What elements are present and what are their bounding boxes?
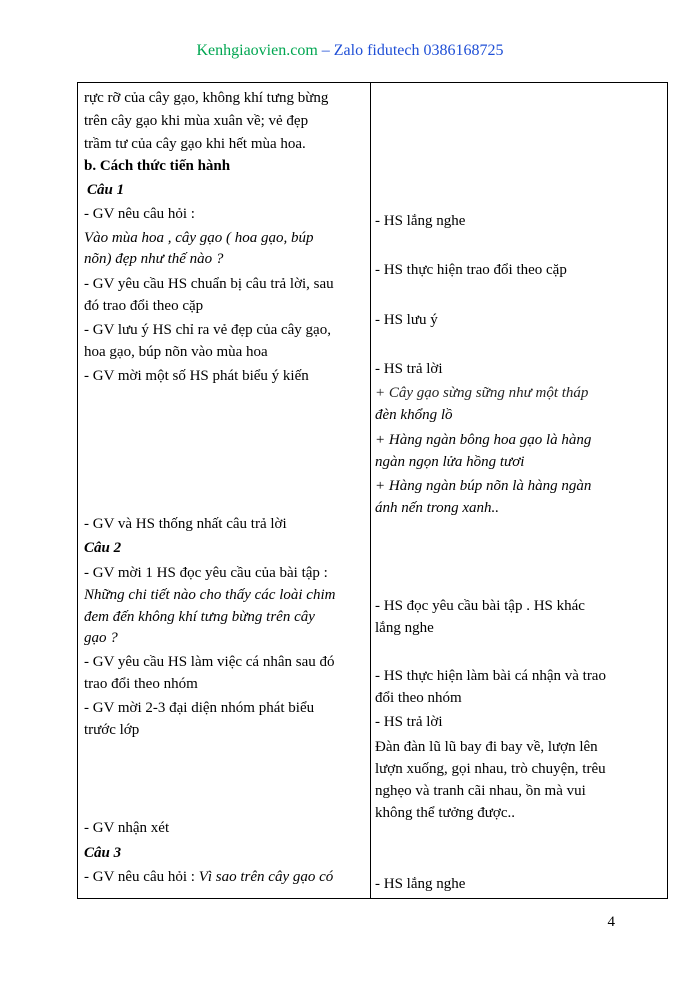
left-line: hoa gạo, búp nõn vào mùa hoa — [84, 344, 268, 360]
left-line: - GV mời 1 HS đọc yêu cầu của bài tập : — [84, 565, 328, 581]
question-text: Vì sao trên cây gạo có — [198, 869, 334, 885]
section-heading: b. Cách thức tiến hành — [84, 158, 231, 174]
left-line — [84, 866, 333, 888]
left-line: trầm tư của cây gạo khi hết mùa hoa. — [84, 136, 306, 152]
left-line: rực rỡ của cây gạo, không khí tưng bừng — [84, 90, 329, 106]
left-line: - GV mời 2-3 đại diện nhóm phát biểu — [84, 700, 315, 716]
left-line: trước lớp — [84, 722, 140, 738]
left-line: - GV nhận xét — [84, 820, 170, 836]
answer-text: + Cây gạo sừng sững như một tháp — [375, 385, 589, 401]
left-line: - GV yêu cầu HS làm việc cá nhân sau đó — [84, 654, 335, 670]
right-line: - HS thực hiện trao đổi theo cặp — [375, 262, 567, 278]
right-line: - HS đọc yêu cầu bài tập . HS khác — [375, 598, 585, 614]
column-divider — [370, 82, 371, 899]
answer-text: không thể tưởng được.. — [375, 805, 516, 821]
left-line: đó trao đổi theo cặp — [84, 298, 204, 314]
right-line: - HS lắng nghe — [375, 876, 466, 892]
question-3-heading: Câu 3 — [84, 845, 122, 861]
left-line: - GV mời một số HS phát biểu ý kiến — [84, 368, 309, 384]
question-text: gạo ? — [84, 630, 118, 646]
question-prefix: - GV nêu câu hỏi : — [84, 869, 199, 885]
right-line: lắng nghe — [375, 620, 434, 636]
left-line: - GV nêu câu hỏi : — [84, 206, 195, 222]
page-header — [0, 42, 700, 60]
answer-text: ngàn ngọn lửa hồng tươi — [375, 454, 525, 470]
question-2-heading: Câu 2 — [84, 540, 122, 556]
right-line: - HS thực hiện làm bài cá nhận và trao — [375, 668, 606, 684]
right-line: - HS trả lời — [375, 714, 443, 730]
question-text: Vào mùa hoa , cây gạo ( hoa gạo, búp — [84, 230, 314, 246]
question-text: đem đến không khí tưng bừng trên cây — [84, 609, 315, 625]
question-1-heading: Câu 1 — [87, 182, 125, 198]
left-line: - GV yêu cầu HS chuẩn bị câu trả lời, sau — [84, 276, 334, 292]
right-line: đổi theo nhóm — [375, 690, 462, 706]
question-text: nõn) đẹp như thế nào ? — [84, 251, 224, 267]
left-line: - GV lưu ý HS chỉ ra vẻ đẹp của cây gạo, — [84, 322, 331, 338]
site-name: Kenhgiaovien.com — [196, 42, 318, 59]
answer-text: ánh nến trong xanh.. — [375, 500, 500, 516]
left-line: trao đổi theo nhóm — [84, 676, 198, 692]
answer-text: đèn khổng lồ — [375, 407, 453, 423]
question-text: Những chi tiết nào cho thấy các loài chim — [84, 587, 336, 603]
right-line: - HS lưu ý — [375, 312, 438, 328]
answer-text: Đàn đàn lũ lũ bay đi bay về, lượn lên — [375, 739, 598, 755]
zalo-contact: Zalo fidutech 0386168725 — [333, 42, 504, 59]
answer-text: nghẹo và tranh cãi nhau, ồn mà vui — [375, 783, 586, 799]
page-number: 4 — [607, 914, 615, 930]
answer-text: lượn xuống, gọi nhau, trò chuyện, trêu — [375, 761, 606, 777]
right-line: - HS trả lời — [375, 361, 443, 377]
answer-text: + Hàng ngàn búp nõn là hàng ngàn — [375, 478, 592, 494]
right-line: - HS lắng nghe — [375, 213, 466, 229]
header-separator: – — [317, 42, 334, 59]
left-line: trên cây gạo khi mùa xuân về; vẻ đẹp — [84, 113, 309, 129]
answer-text: + Hàng ngàn bông hoa gạo là hàng — [375, 432, 592, 448]
left-line: - GV và HS thống nhất câu trả lời — [84, 516, 287, 532]
